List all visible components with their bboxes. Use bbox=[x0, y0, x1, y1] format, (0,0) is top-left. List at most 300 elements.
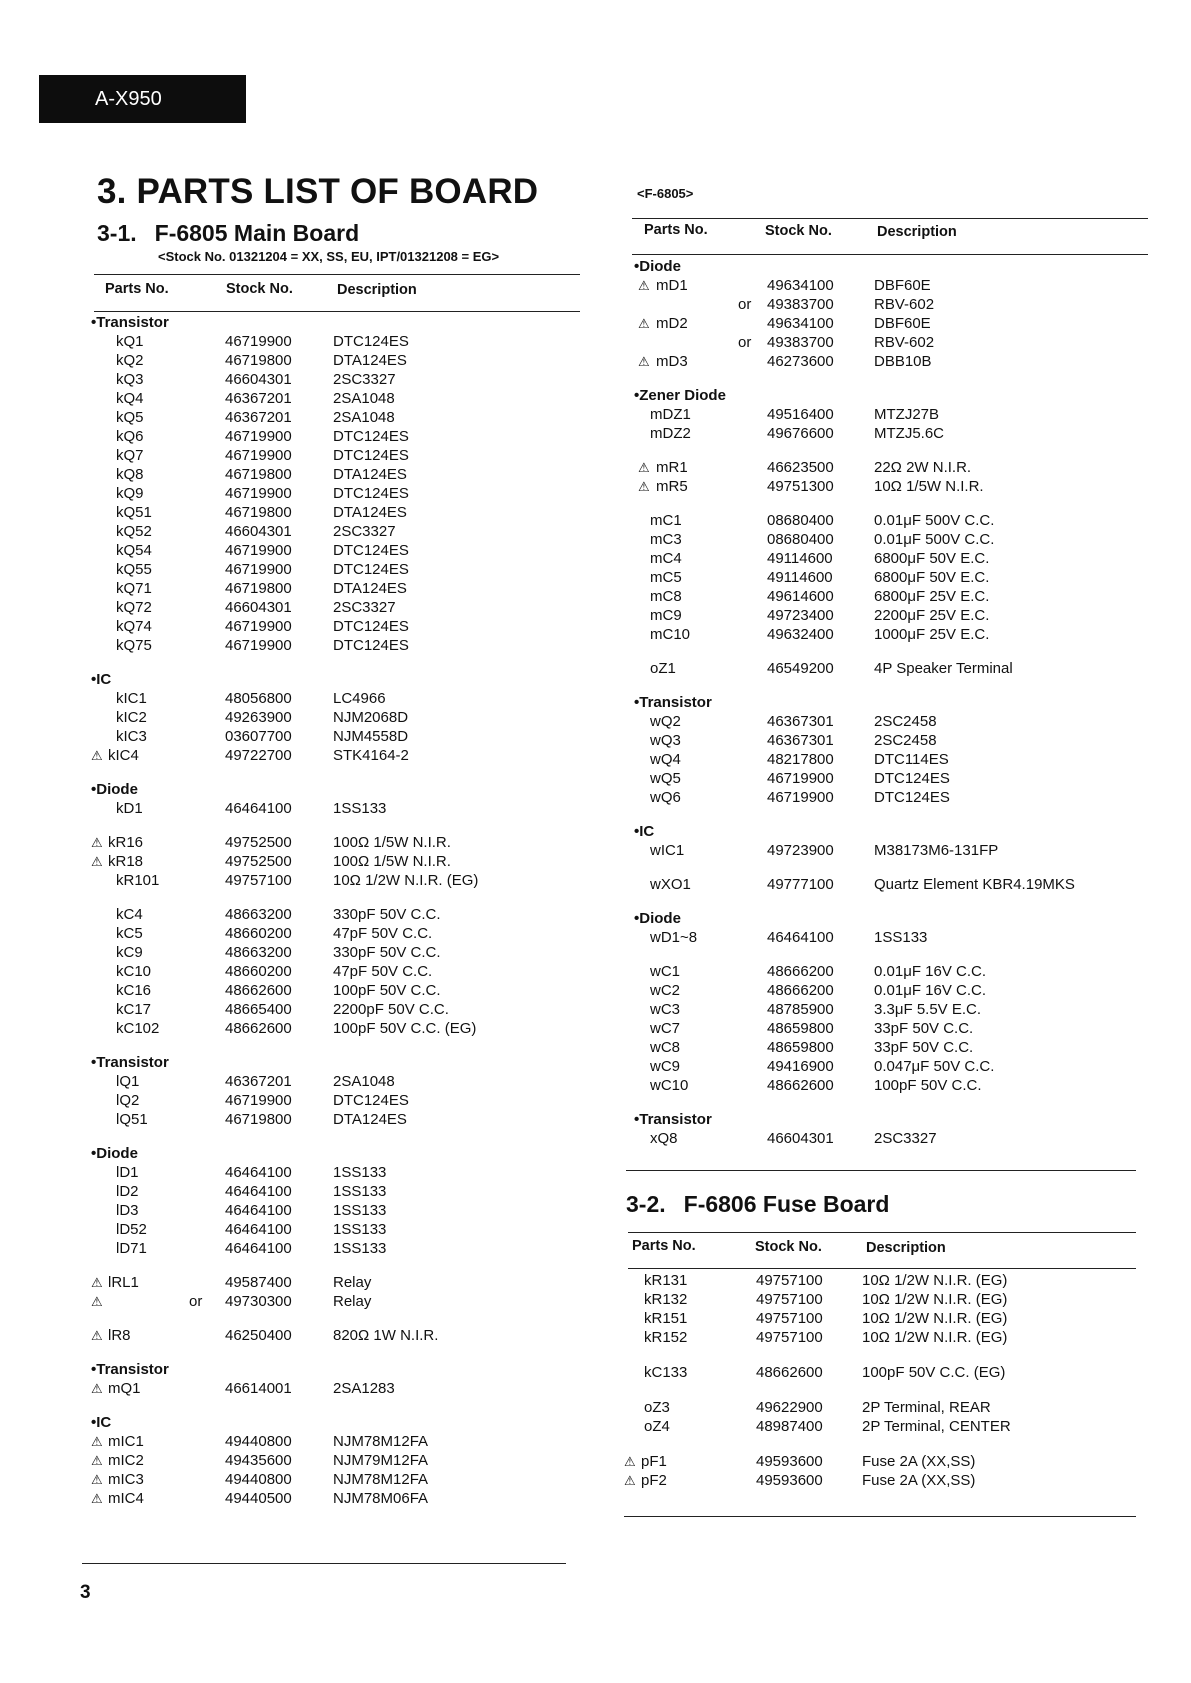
stock-number: 46623500 bbox=[767, 459, 834, 476]
stock-number: 46719900 bbox=[225, 637, 292, 654]
part-number: kR131 bbox=[644, 1272, 688, 1289]
stock-number: 49751300 bbox=[767, 478, 834, 495]
stock-number: 49614600 bbox=[767, 588, 834, 605]
section-label-text: •Transistor bbox=[634, 1111, 712, 1128]
part-description: 47pF 50V C.C. bbox=[333, 925, 433, 942]
part-description: 10Ω 1/2W N.I.R. (EG) bbox=[862, 1310, 1008, 1327]
stock-number: 08680400 bbox=[767, 531, 834, 548]
part-description: DTC124ES bbox=[333, 447, 409, 464]
fuse-table-header-rule bbox=[628, 1268, 1136, 1269]
part-description: DTA124ES bbox=[333, 580, 407, 597]
fuse-board-title: F-6806 Fuse Board bbox=[683, 1191, 890, 1217]
part-description: 330pF 50V C.C. bbox=[333, 944, 441, 961]
stock-number: 48662600 bbox=[225, 982, 292, 999]
part-description: 10Ω 1/2W N.I.R. (EG) bbox=[862, 1272, 1008, 1289]
part-description: Quartz Element KBR4.19MKS bbox=[874, 876, 1075, 893]
stock-number: 46719900 bbox=[767, 770, 834, 787]
part-number: wC7 bbox=[650, 1020, 681, 1037]
stock-number: 49593600 bbox=[756, 1472, 823, 1489]
part-number: kQ52 bbox=[116, 523, 152, 540]
stock-number: 46604301 bbox=[225, 371, 292, 388]
part-number: kQ5 bbox=[116, 409, 144, 426]
part-number: kQ55 bbox=[116, 561, 152, 578]
stock-number: 48662600 bbox=[767, 1077, 834, 1094]
part-description: 1SS133 bbox=[333, 800, 387, 817]
part-number: mIC4 bbox=[108, 1490, 144, 1507]
stock-number: 46719900 bbox=[225, 447, 292, 464]
part-description: 47pF 50V C.C. bbox=[333, 963, 433, 980]
part-number: lD1 bbox=[116, 1164, 139, 1181]
stock-number: 46719900 bbox=[225, 485, 292, 502]
part-number: lD2 bbox=[116, 1183, 139, 1200]
stock-number: 48659800 bbox=[767, 1039, 834, 1056]
part-description: 1SS133 bbox=[333, 1221, 387, 1238]
part-number: wQ2 bbox=[650, 713, 681, 730]
stock-number: 49440800 bbox=[225, 1433, 292, 1450]
left-col-parts: Parts No. bbox=[105, 281, 169, 297]
part-description: 2SA1048 bbox=[333, 1073, 395, 1090]
part-number: mC5 bbox=[650, 569, 682, 586]
part-description: 0.01μF 16V C.C. bbox=[874, 963, 987, 980]
section-label-text: •IC bbox=[634, 823, 655, 840]
right-col-desc: Description bbox=[877, 224, 957, 240]
part-number: kC16 bbox=[116, 982, 152, 999]
part-description: 820Ω 1W N.I.R. bbox=[333, 1327, 439, 1344]
section-label-text: •Transistor bbox=[634, 694, 712, 711]
part-description: 330pF 50V C.C. bbox=[333, 906, 441, 923]
part-number: mQ1 bbox=[108, 1380, 141, 1397]
part-description: DTC124ES bbox=[874, 789, 950, 806]
part-number: lQ51 bbox=[116, 1111, 148, 1128]
right-table-bottom-rule bbox=[626, 1170, 1136, 1171]
fuse-board-number: 3-2. bbox=[626, 1191, 666, 1217]
part-description: M38173M6-131FP bbox=[874, 842, 999, 859]
safety-warning-icon: ⚠ bbox=[91, 835, 103, 850]
part-description: 1SS133 bbox=[333, 1202, 387, 1219]
part-number: mC8 bbox=[650, 588, 682, 605]
stock-number: 08680400 bbox=[767, 512, 834, 529]
part-number: oZ4 bbox=[644, 1418, 670, 1435]
part-number: kR132 bbox=[644, 1291, 688, 1308]
part-number: wC10 bbox=[650, 1077, 689, 1094]
stock-number: 48666200 bbox=[767, 963, 834, 980]
part-number: mIC2 bbox=[108, 1452, 144, 1469]
part-description: 1SS133 bbox=[333, 1183, 387, 1200]
stock-number: 49383700 bbox=[767, 334, 834, 351]
stock-number: 49722700 bbox=[225, 747, 292, 764]
stock-number: 46367201 bbox=[225, 390, 292, 407]
part-number: lD71 bbox=[116, 1240, 147, 1257]
part-description: 100pF 50V C.C. bbox=[874, 1077, 982, 1094]
stock-number: 49757100 bbox=[225, 872, 292, 889]
stock-number: 46464100 bbox=[225, 1202, 292, 1219]
part-number: kR16 bbox=[108, 834, 144, 851]
stock-number: 49634100 bbox=[767, 277, 834, 294]
part-number: kQ71 bbox=[116, 580, 152, 597]
stock-number: 46273600 bbox=[767, 353, 834, 370]
fuse-col-desc: Description bbox=[866, 1240, 946, 1256]
part-description: DTC114ES bbox=[874, 751, 949, 768]
stock-number: 46464100 bbox=[225, 800, 292, 817]
safety-warning-icon: ⚠ bbox=[91, 1275, 103, 1290]
part-description: 1SS133 bbox=[874, 929, 928, 946]
part-number: kC17 bbox=[116, 1001, 152, 1018]
safety-warning-icon: ⚠ bbox=[638, 460, 650, 475]
fuse-col-parts: Parts No. bbox=[632, 1238, 696, 1254]
part-description: 10Ω 1/2W N.I.R. (EG) bbox=[862, 1329, 1008, 1346]
part-description: 2SC3327 bbox=[874, 1130, 937, 1147]
part-description: NJM2068D bbox=[333, 709, 409, 726]
stock-number: 49516400 bbox=[767, 406, 834, 423]
part-number: kD1 bbox=[116, 800, 143, 817]
safety-warning-icon: ⚠ bbox=[91, 1472, 103, 1487]
section-label-text: •Diode bbox=[634, 258, 681, 275]
left-table-top-rule bbox=[94, 274, 580, 275]
part-description: 10Ω 1/5W N.I.R. bbox=[874, 478, 984, 495]
part-number: mDZ2 bbox=[650, 425, 691, 442]
part-number: kR151 bbox=[644, 1310, 688, 1327]
left-col-desc: Description bbox=[337, 282, 417, 298]
page-title: 3. PARTS LIST OF BOARD bbox=[97, 172, 539, 211]
part-number: lRL1 bbox=[108, 1274, 139, 1291]
part-number: kQ54 bbox=[116, 542, 152, 559]
stock-number: 49114600 bbox=[767, 569, 833, 586]
part-description: DTC124ES bbox=[333, 618, 409, 635]
part-description: 33pF 50V C.C. bbox=[874, 1039, 974, 1056]
stock-number: 46367301 bbox=[767, 713, 834, 730]
stock-number: 49416900 bbox=[767, 1058, 834, 1075]
stock-number: 49587400 bbox=[225, 1274, 292, 1291]
part-number: kQ6 bbox=[116, 428, 144, 445]
stock-number: 48987400 bbox=[756, 1418, 823, 1435]
part-description: STK4164-2 bbox=[333, 747, 409, 764]
part-number: wQ4 bbox=[650, 751, 681, 768]
section-label-text: •Zener Diode bbox=[634, 387, 726, 404]
part-number: kR18 bbox=[108, 853, 144, 870]
part-number: kQ51 bbox=[116, 504, 152, 521]
stock-number: 03607700 bbox=[225, 728, 292, 745]
fuse-board-heading bbox=[626, 1191, 889, 1218]
section-label-text: •IC bbox=[91, 1414, 112, 1431]
part-number: lD52 bbox=[116, 1221, 147, 1238]
part-number: wC3 bbox=[650, 1001, 681, 1018]
part-description: 2P Terminal, CENTER bbox=[862, 1418, 1011, 1435]
stock-number: 46604301 bbox=[767, 1130, 834, 1147]
stock-number: 46549200 bbox=[767, 660, 834, 677]
stock-number: 48217800 bbox=[767, 751, 834, 768]
part-description: DTC124ES bbox=[333, 333, 409, 350]
safety-warning-icon: ⚠ bbox=[91, 1434, 103, 1449]
part-number: kC4 bbox=[116, 906, 143, 923]
stock-number: 48659800 bbox=[767, 1020, 834, 1037]
part-description: DTA124ES bbox=[333, 352, 407, 369]
stock-number: 46464100 bbox=[225, 1183, 292, 1200]
safety-warning-icon: ⚠ bbox=[638, 479, 650, 494]
stock-number: 46719800 bbox=[225, 580, 292, 597]
part-description: DTC124ES bbox=[333, 542, 409, 559]
part-description: Relay bbox=[333, 1274, 372, 1291]
section-label-text: •Transistor bbox=[91, 314, 169, 331]
part-number: wIC1 bbox=[650, 842, 685, 859]
part-description: 6800μF 50V E.C. bbox=[874, 569, 990, 586]
part-number: kQ7 bbox=[116, 447, 144, 464]
part-number: mC10 bbox=[650, 626, 691, 643]
part-number: wQ3 bbox=[650, 732, 681, 749]
part-number: kC5 bbox=[116, 925, 143, 942]
model-badge bbox=[39, 75, 246, 123]
part-number: pF1 bbox=[641, 1453, 667, 1470]
part-description: LC4966 bbox=[333, 690, 386, 707]
part-description: 2SC2458 bbox=[874, 713, 937, 730]
part-description: 4P Speaker Terminal bbox=[874, 660, 1013, 677]
part-number: mR5 bbox=[656, 478, 688, 495]
part-number: kC102 bbox=[116, 1020, 160, 1037]
part-description: 2SC3327 bbox=[333, 599, 396, 616]
part-description: 2P Terminal, REAR bbox=[862, 1399, 991, 1416]
part-description: DTC124ES bbox=[333, 485, 409, 502]
right-table-top-rule bbox=[632, 218, 1148, 219]
stock-number: 46367201 bbox=[225, 1073, 292, 1090]
stock-number: 46464100 bbox=[225, 1240, 292, 1257]
part-description: DTA124ES bbox=[333, 504, 407, 521]
part-number: mC4 bbox=[650, 550, 682, 567]
part-description: 0.01μF 500V C.C. bbox=[874, 531, 995, 548]
fuse-col-stock: Stock No. bbox=[755, 1239, 822, 1255]
safety-warning-icon: ⚠ bbox=[91, 1491, 103, 1506]
part-description: 2SA1048 bbox=[333, 409, 395, 426]
part-description: 2SC3327 bbox=[333, 523, 396, 540]
part-description: 6800μF 25V E.C. bbox=[874, 588, 990, 605]
stock-number: 46719900 bbox=[225, 1092, 292, 1109]
part-description: 2SC2458 bbox=[874, 732, 937, 749]
part-description: 22Ω 2W N.I.R. bbox=[874, 459, 972, 476]
right-col-stock: Stock No. bbox=[765, 223, 832, 239]
part-description: RBV-602 bbox=[874, 334, 935, 351]
part-description: DBF60E bbox=[874, 277, 931, 294]
part-description: 1000μF 25V E.C. bbox=[874, 626, 990, 643]
part-number: wQ5 bbox=[650, 770, 681, 787]
safety-warning-icon: ⚠ bbox=[624, 1454, 636, 1469]
safety-warning-icon: ⚠ bbox=[638, 354, 650, 369]
main-board-number: 3-1. bbox=[97, 220, 137, 246]
part-description: DTC124ES bbox=[333, 561, 409, 578]
part-number: wD1~8 bbox=[650, 929, 698, 946]
section-label-text: •Diode bbox=[634, 910, 681, 927]
part-number: kQ74 bbox=[116, 618, 152, 635]
stock-number: 46719800 bbox=[225, 352, 292, 369]
left-table-bottom-rule bbox=[82, 1563, 566, 1564]
stock-number: 46367201 bbox=[225, 409, 292, 426]
part-description: 33pF 50V C.C. bbox=[874, 1020, 974, 1037]
part-description: 100Ω 1/5W N.I.R. bbox=[333, 834, 451, 851]
part-description: 2200pF 50V C.C. bbox=[333, 1001, 449, 1018]
fuse-table-bottom-rule bbox=[624, 1516, 1136, 1517]
part-number: mR1 bbox=[656, 459, 688, 476]
stock-number: 46719800 bbox=[225, 1111, 292, 1128]
part-description: NJM78M12FA bbox=[333, 1433, 429, 1450]
part-description: DTC124ES bbox=[333, 637, 409, 654]
part-description: Fuse 2A (XX,SS) bbox=[862, 1472, 976, 1489]
stock-number: 48662600 bbox=[756, 1364, 823, 1381]
stock-number: 49593600 bbox=[756, 1453, 823, 1470]
section-label-text: •Diode bbox=[91, 1145, 138, 1162]
safety-warning-icon: ⚠ bbox=[91, 1453, 103, 1468]
part-number: mC1 bbox=[650, 512, 682, 529]
safety-warning-icon: ⚠ bbox=[91, 1328, 103, 1343]
part-description: 0.01μF 500V C.C. bbox=[874, 512, 995, 529]
stock-number: 46464100 bbox=[767, 929, 834, 946]
part-number: kC9 bbox=[116, 944, 143, 961]
stock-number: 46719900 bbox=[225, 333, 292, 350]
right-table-header-rule bbox=[632, 254, 1148, 255]
part-description: MTZJ27B bbox=[874, 406, 940, 423]
part-number: lQ1 bbox=[116, 1073, 140, 1090]
part-number: lR8 bbox=[108, 1327, 131, 1344]
part-number: mDZ1 bbox=[650, 406, 691, 423]
stock-number: 46719900 bbox=[225, 618, 292, 635]
stock-number: 49723900 bbox=[767, 842, 834, 859]
safety-warning-icon: ⚠ bbox=[91, 1294, 103, 1309]
part-number: mC3 bbox=[650, 531, 682, 548]
part-number: xQ8 bbox=[650, 1130, 678, 1147]
part-number: wC1 bbox=[650, 963, 681, 980]
part-number: mD3 bbox=[656, 353, 688, 370]
stock-number: 49114600 bbox=[767, 550, 833, 567]
stock-number: 48666200 bbox=[767, 982, 834, 999]
part-description: 100Ω 1/5W N.I.R. bbox=[333, 853, 451, 870]
stock-number: 49632400 bbox=[767, 626, 834, 643]
part-description: 10Ω 1/2W N.I.R. (EG) bbox=[862, 1291, 1008, 1308]
part-description: 0.01μF 16V C.C. bbox=[874, 982, 987, 999]
stock-number: 46604301 bbox=[225, 599, 292, 616]
part-number: kQ8 bbox=[116, 466, 144, 483]
stock-number: 46719900 bbox=[225, 428, 292, 445]
stock-number: 49622900 bbox=[756, 1399, 823, 1416]
part-description: 100pF 50V C.C. bbox=[333, 982, 441, 999]
part-number: kR101 bbox=[116, 872, 160, 889]
section-label-text: •IC bbox=[91, 671, 112, 688]
stock-number: 49752500 bbox=[225, 834, 292, 851]
stock-number: 48662600 bbox=[225, 1020, 292, 1037]
part-number: mC9 bbox=[650, 607, 682, 624]
stock-number: 48665400 bbox=[225, 1001, 292, 1018]
stock-number: 49757100 bbox=[756, 1291, 823, 1308]
part-number: kIC4 bbox=[108, 747, 139, 764]
part-description: Fuse 2A (XX,SS) bbox=[862, 1453, 976, 1470]
stock-number: 49730300 bbox=[225, 1293, 292, 1310]
left-col-stock: Stock No. bbox=[226, 281, 293, 297]
part-number: lQ2 bbox=[116, 1092, 140, 1109]
part-description: DTC124ES bbox=[333, 1092, 409, 1109]
stock-number: 49383700 bbox=[767, 296, 834, 313]
part-number: kQ72 bbox=[116, 599, 152, 616]
part-description: 100pF 50V C.C. (EG) bbox=[333, 1020, 477, 1037]
stock-number: 48663200 bbox=[225, 944, 292, 961]
part-description: 2SC3327 bbox=[333, 371, 396, 388]
stock-number: 48785900 bbox=[767, 1001, 834, 1018]
main-board-stock-note: <Stock No. 01321204 = XX, SS, EU, IPT/01321208 = EG> bbox=[158, 249, 500, 264]
safety-warning-icon: ⚠ bbox=[638, 278, 650, 293]
part-number: wC9 bbox=[650, 1058, 681, 1075]
stock-number: 49263900 bbox=[225, 709, 292, 726]
stock-number: 49777100 bbox=[767, 876, 834, 893]
part-number: mD1 bbox=[656, 277, 688, 294]
stock-number: 49435600 bbox=[225, 1452, 292, 1469]
main-board-heading bbox=[97, 220, 359, 247]
part-number: kIC2 bbox=[116, 709, 147, 726]
part-description: DTC124ES bbox=[333, 428, 409, 445]
part-description: Relay bbox=[333, 1293, 372, 1310]
stock-number: 48056800 bbox=[225, 690, 292, 707]
part-description: 3.3μF 5.5V E.C. bbox=[874, 1001, 982, 1018]
part-description: NJM78M06FA bbox=[333, 1490, 429, 1507]
stock-number: 46719900 bbox=[225, 561, 292, 578]
stock-number: 49752500 bbox=[225, 853, 292, 870]
part-description: NJM79M12FA bbox=[333, 1452, 429, 1469]
part-number: pF2 bbox=[641, 1472, 667, 1489]
part-description: RBV-602 bbox=[874, 296, 935, 313]
part-number: mD2 bbox=[656, 315, 688, 332]
part-description: 100pF 50V C.C. (EG) bbox=[862, 1364, 1006, 1381]
part-number: kQ75 bbox=[116, 637, 152, 654]
part-description: 10Ω 1/2W N.I.R. (EG) bbox=[333, 872, 479, 889]
safety-warning-icon: ⚠ bbox=[91, 1381, 103, 1396]
stock-number: 46719800 bbox=[225, 466, 292, 483]
right-section-title: <F-6805> bbox=[637, 186, 694, 201]
stock-number: 46464100 bbox=[225, 1221, 292, 1238]
section-label-text: •Transistor bbox=[91, 1361, 169, 1378]
stock-number: 46250400 bbox=[225, 1327, 292, 1344]
part-number: kQ3 bbox=[116, 371, 144, 388]
left-table-header-rule bbox=[94, 311, 580, 312]
part-description: DTC124ES bbox=[874, 770, 950, 787]
part-number: kQ2 bbox=[116, 352, 144, 369]
part-number: wC2 bbox=[650, 982, 681, 999]
part-description: DTA124ES bbox=[333, 466, 407, 483]
stock-number: 49440800 bbox=[225, 1471, 292, 1488]
stock-number: 49757100 bbox=[756, 1329, 823, 1346]
part-description: DBB10B bbox=[874, 353, 932, 370]
part-number: kQ4 bbox=[116, 390, 144, 407]
part-number: mIC1 bbox=[108, 1433, 144, 1450]
part-number: wQ6 bbox=[650, 789, 681, 806]
part-number: mIC3 bbox=[108, 1471, 144, 1488]
part-description: DTA124ES bbox=[333, 1111, 407, 1128]
stock-number: 48660200 bbox=[225, 925, 292, 942]
stock-number: 49676600 bbox=[767, 425, 834, 442]
stock-number: 46719900 bbox=[767, 789, 834, 806]
part-number: kQ9 bbox=[116, 485, 144, 502]
part-number: lD3 bbox=[116, 1202, 139, 1219]
part-description: 2200μF 25V E.C. bbox=[874, 607, 990, 624]
part-number: kQ1 bbox=[116, 333, 144, 350]
safety-warning-icon: ⚠ bbox=[91, 854, 103, 869]
part-number: oZ1 bbox=[650, 660, 676, 677]
part-number: kC10 bbox=[116, 963, 152, 980]
stock-number: 46719800 bbox=[225, 504, 292, 521]
part-description: 1SS133 bbox=[333, 1240, 387, 1257]
part-description: DBF60E bbox=[874, 315, 931, 332]
stock-number: 49757100 bbox=[756, 1272, 823, 1289]
stock-number: 49757100 bbox=[756, 1310, 823, 1327]
part-number: kR152 bbox=[644, 1329, 688, 1346]
part-number: wC8 bbox=[650, 1039, 681, 1056]
right-col-parts: Parts No. bbox=[644, 222, 708, 238]
fuse-table-top-rule bbox=[628, 1232, 1136, 1233]
stock-number: 46367301 bbox=[767, 732, 834, 749]
model-name: A-X950 bbox=[95, 88, 162, 110]
part-description: 6800μF 50V E.C. bbox=[874, 550, 990, 567]
